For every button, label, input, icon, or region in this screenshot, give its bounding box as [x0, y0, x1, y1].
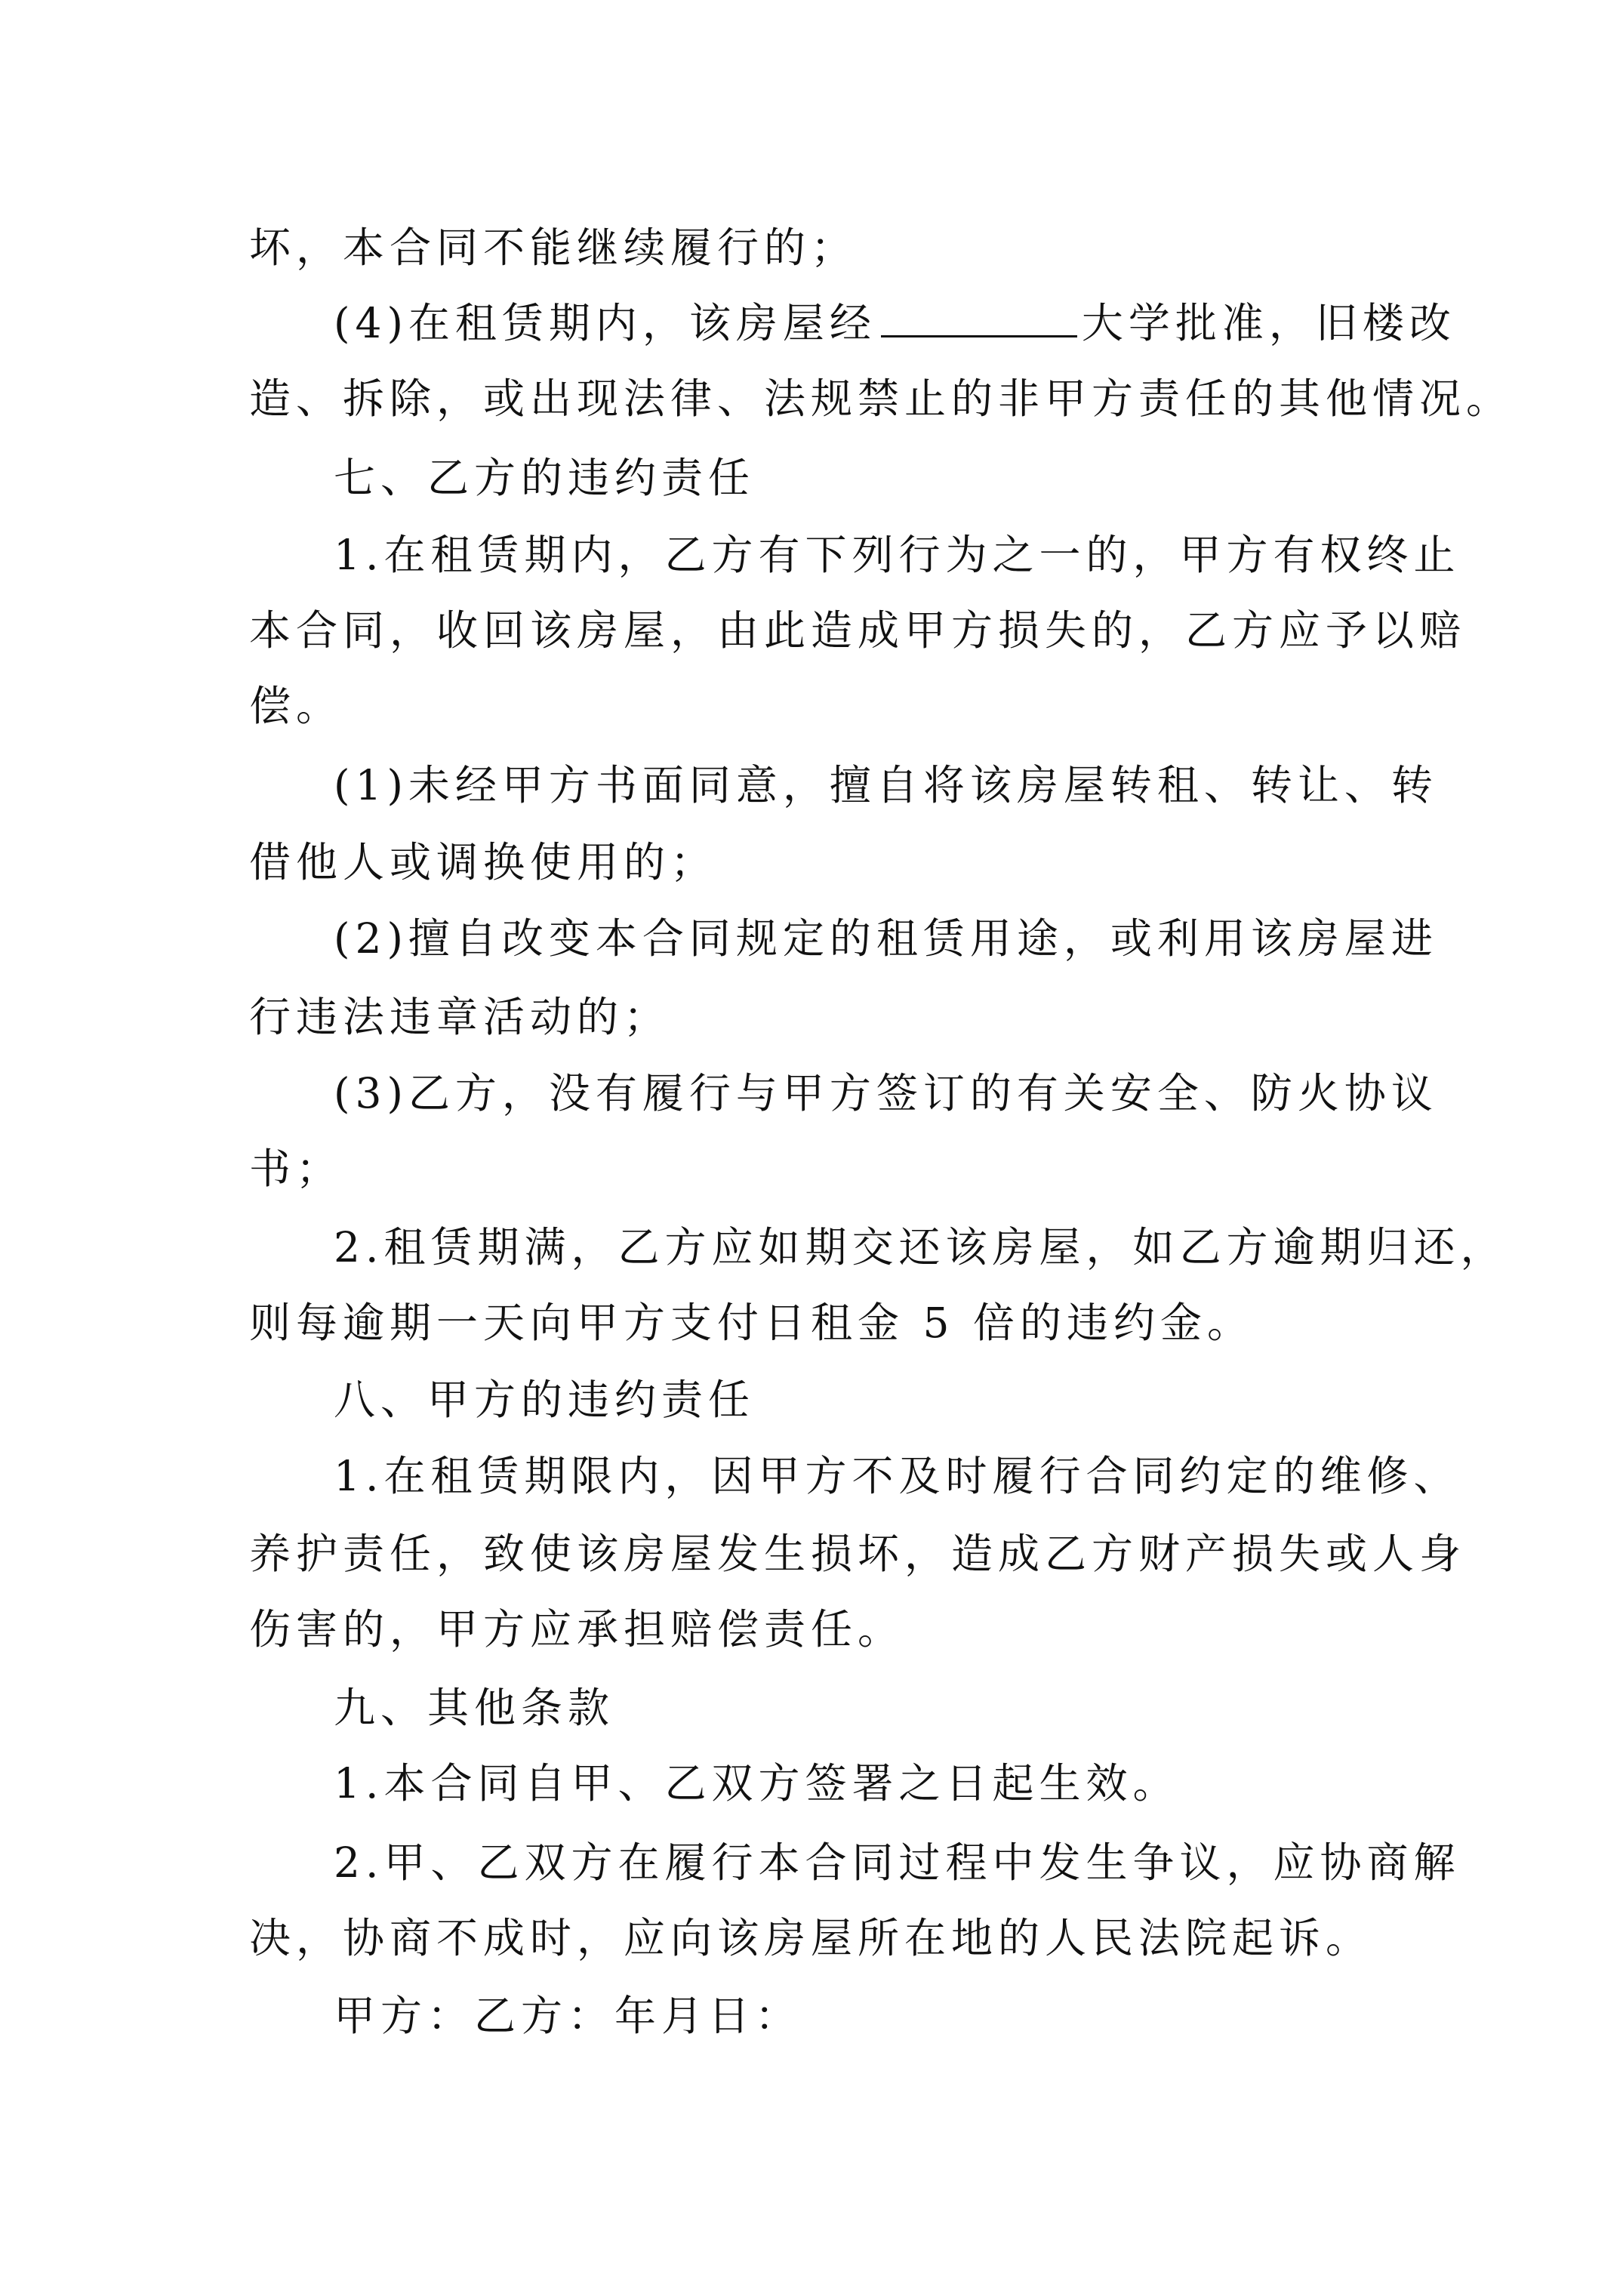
- text-line: 决，协商不成时，应向该房屋所在地的人民法院起诉。: [249, 1914, 1373, 1962]
- text-line: 造、拆除，或出现法律、法规禁止的非甲方责任的其他情况。: [249, 374, 1514, 423]
- text-line: 养护责任，致使该房屋发生损坏，造成乙方财产损失或人身: [249, 1530, 1467, 1578]
- text-segment: (4)在租赁期内，该房屋经: [334, 299, 876, 347]
- section-heading: 九、其他条款: [334, 1684, 615, 1732]
- text-line: 书；: [249, 1145, 343, 1193]
- text-line: 2.甲、乙双方在履行本合同过程中发生争议，应协商解: [334, 1838, 1461, 1887]
- text-line: 1.本合同自甲、乙双方签署之日起生效。: [334, 1759, 1180, 1808]
- signature-line: 甲方：乙方：年月日：: [334, 1992, 802, 2040]
- text-line: 伤害的，甲方应承担赔偿责任。: [249, 1605, 905, 1653]
- text-line: (2)擅自改变本合同规定的租赁用途，或利用该房屋进: [334, 914, 1438, 963]
- text-line: 2.租赁期满，乙方应如期交还该房屋，如乙方逾期归还，: [334, 1223, 1508, 1271]
- text-line: (1)未经甲方书面同意，擅自将该房屋转租、转让、转: [334, 761, 1438, 809]
- text-line: 借他人或调换使用的；: [249, 838, 718, 886]
- text-line: 偿。: [249, 682, 343, 730]
- text-line: 行违法违章活动的；: [249, 993, 671, 1041]
- fill-in-blank: [881, 335, 1077, 337]
- text-line: 1.在租赁期限内，因甲方不及时履行合同约定的维修、: [334, 1452, 1461, 1500]
- text-line: 本合同，收回该房屋，由此造成甲方损失的，乙方应予以赔: [249, 606, 1467, 655]
- text-line: 则每逾期一天向甲方支付日租金 5 倍的违约金。: [249, 1299, 1254, 1347]
- text-line: 1.在租赁期内，乙方有下列行为之一的，甲方有权终止: [334, 531, 1461, 579]
- text-segment: 大学批准，旧楼改: [1081, 299, 1456, 347]
- text-line: [334, 296, 1456, 350]
- text-line: 坏，本合同不能继续履行的；: [249, 223, 858, 272]
- section-heading: 七、乙方的违约责任: [334, 454, 756, 502]
- section-heading: 八、甲方的违约责任: [334, 1376, 756, 1424]
- text-line: (3)乙方，没有履行与甲方签订的有关安全、防火协议: [334, 1069, 1438, 1117]
